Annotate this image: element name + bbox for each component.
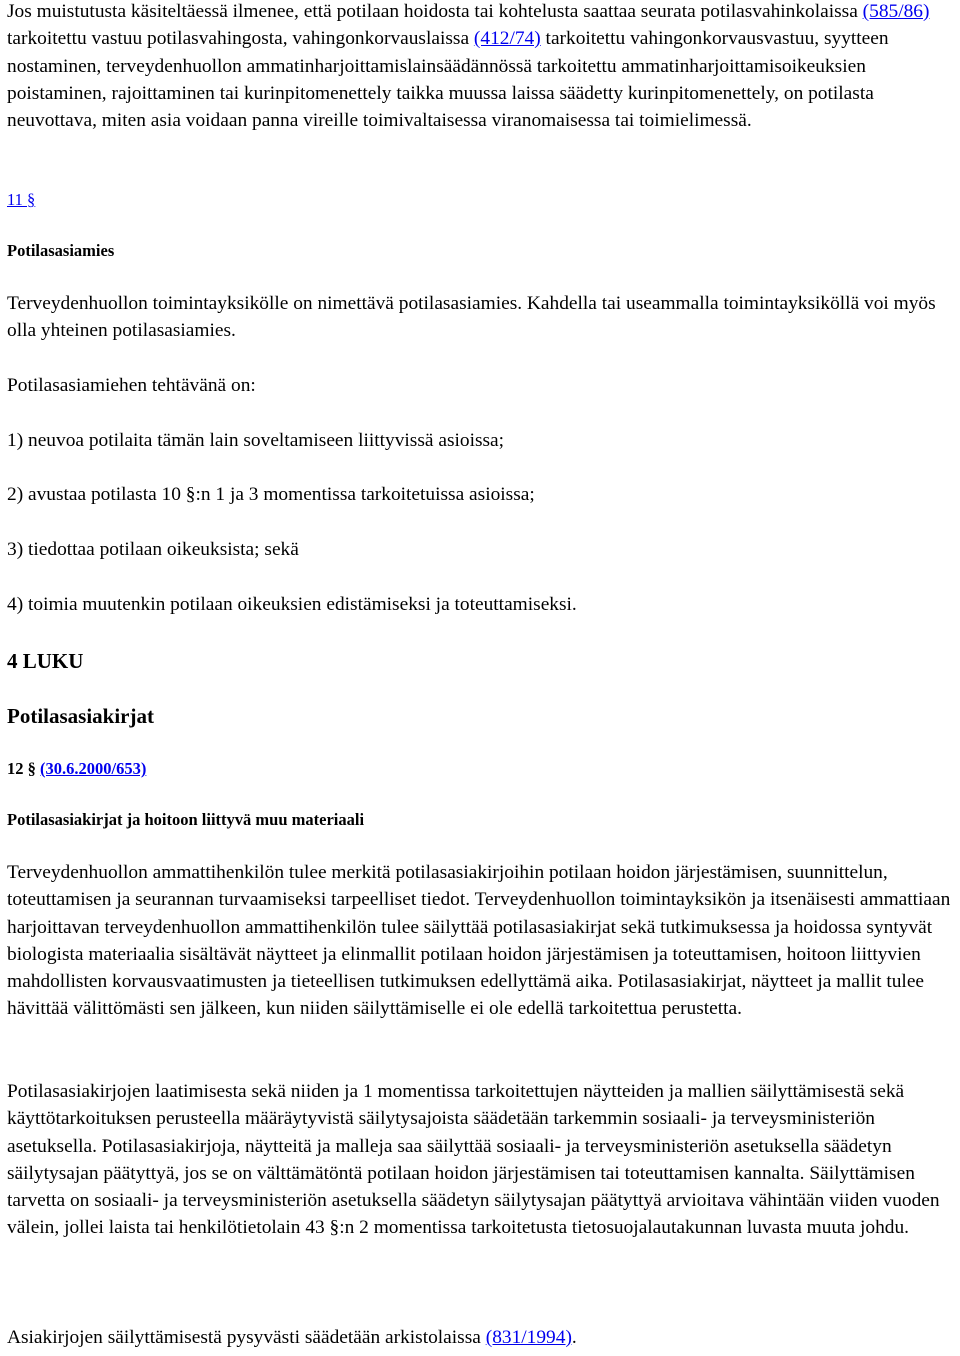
section-12-paragraph-2: Potilasasiakirjojen laatimisesta sekä niiden ja 1 momentissa tarkoitettujen näytteiden ja mallien säilyttämisestä sekä käyttötarkoituksen perusteella määräytyvistä säilytysajoista säädetään tarkemmin sosiaali- ja terveysministeriön asetuksella. Potilasasiakirjoja, näytteitä ja malleja saa säilyttää sosiaali- ja terveysministeriön asetuksella säädetyn säilytysajan päätyttyä, jos se on välttämätöntä potilaan hoidon järjestämisen tai toteuttamisen kannalta. Säilyttämisen tarvetta on sosiaali- ja terveysministeriön asetuksella säädetyn säilytysajan päätyttyä arvioitava vähintään viiden vuoden välein, jollei laista tai henkilötietolain 43 §:n 2 momentissa tarkoitetusta tietosuojalautakunnan luvasta muuta johdu. bbox=[7, 1081, 940, 1239]
section-12-title: Potilasasiakirjat ja hoitoon liittyvä muu materiaali bbox=[7, 810, 365, 829]
list-item: 1) neuvoa potilaita tämän lain soveltamiseen liittyvissä asioissa; bbox=[7, 430, 505, 451]
list-item: 4) toimia muutenkin potilaan oikeuksien edistämiseksi ja toteuttamiseksi. bbox=[7, 594, 577, 615]
section-12-paragraph-1: Terveydenhuollon ammattihenkilön tulee merkitä potilasasiakirjoihin potilaan hoidon järjestämisen, suunnittelun, toteuttamisen ja seurannan turvaamiseksi tarpeelliset tiedot. Terveydenhuollon toimintayksikön ja itsenäisesti ammattiaan harjoittavan terveydenhuollon ammattihenkilön tulee säilyttää potilasasiakirjat sekä tutkimuksessa ja hoidossa syntyvät biologista materiaalia sisältävät näytteet ja elinmallit potilaan hoidon järjestämisen ja toteuttamisen, hoitoon liittyvien mahdollisten korvausvaatimusten ja tieteellisen tutkimuksen edellyttämä aika. Potilasasiakirjat, näytteet ja mallit tulee hävittää välittömästi sen jälkeen, kun niiden säilyttämiselle ei ole edellä tarkoitettua perustetta. bbox=[7, 862, 951, 1020]
section-12-p3-text: Asiakirjojen säilyttämisestä pysyvästi säädetään arkistolaissa bbox=[7, 1327, 486, 1348]
chapter-4-title: Potilasasiakirjat bbox=[7, 704, 154, 728]
section-12-paragraph-3 bbox=[7, 1324, 960, 1351]
section-12-number bbox=[7, 759, 960, 779]
intro-text-3: tarkoitettu vahingonkorvausvastuu, syytteen nostaminen, terveydenhuollon ammatinharjoittamislainsäädännössä tarkoitettu ammatinharjoittamisoikeuksien poistaminen, rajoittaminen tai kurinpitomenettely taikka muussa laissa säädetty kurinpitomenettely, on potilasta neuvottava, miten asia voidaan panna vireille toimivaltaisessa viranomaisessa tai toimielimessä. bbox=[7, 28, 889, 132]
section-11-title: Potilasasiamies bbox=[7, 241, 115, 260]
law-link-412-74[interactable]: (412/74) bbox=[473, 28, 541, 50]
section-11-link[interactable]: 11 § bbox=[7, 190, 36, 209]
law-link-585-86[interactable]: (585/86) bbox=[862, 1, 930, 22]
intro-text-1: Jos muistutusta käsiteltäessä ilmenee, että potilaan hoidosta tai kohtelusta saattaa seurata potilasvahinkolaissa bbox=[7, 1, 863, 22]
intro-paragraph bbox=[7, 0, 960, 134]
section-12-p3-end: . bbox=[571, 1327, 577, 1348]
law-link-831-1994[interactable]: (831/1994) bbox=[485, 1327, 572, 1348]
section-11-paragraph-2: Potilasasiamiehen tehtävänä on: bbox=[7, 375, 256, 396]
section-12-number-text: 12 § bbox=[7, 759, 36, 778]
section-11-number bbox=[7, 190, 960, 210]
chapter-4-label: 4 LUKU bbox=[7, 649, 84, 673]
section-11-paragraph-1: Terveydenhuollon toimintayksikölle on nimettävä potilasasiamies. Kahdella tai useammalla toimintayksiköllä voi myös olla yhteinen potilasasiamies. bbox=[7, 293, 936, 342]
list-item: 2) avustaa potilasta 10 §:n 1 ja 3 momentissa tarkoitetuissa asioissa; bbox=[7, 484, 535, 505]
amendment-link-2000-653[interactable]: (30.6.2000/653) bbox=[40, 759, 147, 778]
intro-text-2: tarkoitettu vastuu potilasvahingosta, vahingonkorvauslaissa bbox=[7, 28, 474, 50]
list-item: 3) tiedottaa potilaan oikeuksista; sekä bbox=[7, 539, 299, 560]
